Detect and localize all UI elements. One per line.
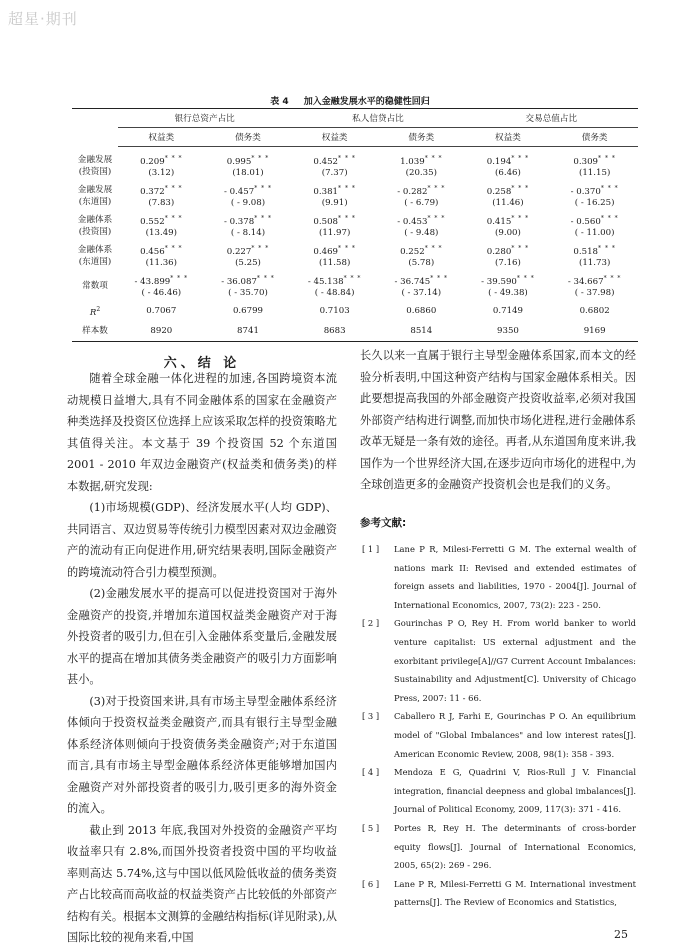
- table-cell: - 0.370* * * ( - 16.25): [551, 181, 638, 211]
- table-cell: 0.995* * * (18.01): [205, 147, 292, 182]
- table-cell: - 36.087* * * ( - 35.70): [205, 271, 292, 301]
- subheader-equity: 权益类: [291, 128, 378, 147]
- table-cell: - 36.745* * * ( - 37.14): [378, 271, 465, 301]
- table-row-r2: [72, 301, 638, 321]
- table-row: [72, 271, 638, 301]
- significance-stars: * * *: [427, 184, 446, 192]
- significance-stars: * * *: [251, 154, 270, 162]
- subheader-debt: 债务类: [205, 128, 292, 147]
- regression-table: [72, 108, 638, 342]
- t-statistic: (11.58): [318, 258, 351, 269]
- significance-stars: * * *: [427, 214, 446, 222]
- table-cell: 0.258* * * (11.46): [465, 181, 552, 211]
- table-cell: 0.469* * * (11.58): [291, 241, 378, 271]
- table-cell: 0.252* * * (5.78): [378, 241, 465, 271]
- references-list: [362, 540, 636, 912]
- table-cell: 0.194* * * (6.46): [465, 147, 552, 182]
- t-statistic: ( - 49.38): [488, 288, 528, 299]
- reference-item: [362, 819, 636, 875]
- table-cell: 0.7149: [492, 306, 523, 316]
- reference-item: [362, 707, 636, 763]
- reference-item: [362, 763, 636, 819]
- significance-stars: * * *: [254, 214, 273, 222]
- subheader-equity: 权益类: [465, 128, 552, 147]
- table-cell: 0.456* * * (11.36): [118, 241, 205, 271]
- significance-stars: * * *: [516, 274, 535, 282]
- row-label: 金融体系 (东道国): [77, 245, 113, 267]
- table-cell: 0.415* * * (9.00): [465, 211, 552, 241]
- row-label-r2: $R^2$: [89, 305, 101, 318]
- reference-number: [ 1 ]: [362, 544, 380, 554]
- table-cell: 9350: [465, 321, 552, 342]
- section-title: 六、结 论: [163, 356, 241, 371]
- significance-stars: * * *: [600, 214, 619, 222]
- t-statistic: ( - 48.84): [314, 288, 355, 299]
- significance-stars: * * *: [603, 274, 622, 282]
- significance-stars: * * *: [424, 154, 443, 162]
- significance-stars: * * *: [424, 244, 443, 252]
- table-row: [72, 181, 638, 211]
- page-number: 25: [614, 928, 628, 941]
- t-statistic: (11.36): [145, 258, 177, 269]
- significance-stars: * * *: [343, 274, 362, 282]
- table-cell: 0.6799: [232, 306, 264, 316]
- t-statistic: (5.78): [408, 258, 435, 269]
- table-cell: 0.227* * * (5.25): [205, 241, 292, 271]
- significance-stars: * * *: [338, 214, 356, 222]
- body-paragraph: (3)对于投资国来讲,具有市场主导型金融体系经济体倾向于投资权益类金融资产,而具有银行主导型金融体系经济体则倾向于投资债务类金融资产;对于东道国而言,具有市场主导型金融体系经济体更能够增加国内金融资产对外部投资者的吸引力,吸引更多的海外资金的流入。: [67, 694, 337, 815]
- reference-text: Gourinchas P O, Rey H. From world banker to world venture capitalist: US external adjustment and the exorbitant privilege[A]//G7 Current Account Imbalances: Sustainability and Adjustment[C]. University of Chicago Press, 2007: 11 - 66.: [394, 618, 636, 703]
- t-statistic: ( - 6.79): [404, 198, 439, 209]
- table-body: [72, 147, 638, 302]
- references-title: 参考文献:: [360, 517, 407, 529]
- significance-stars: * * *: [256, 274, 275, 282]
- table-row-sample-size: [72, 321, 638, 342]
- t-statistic: (9.00): [495, 228, 521, 239]
- t-statistic: (7.37): [321, 168, 348, 179]
- row-label: 常数项: [82, 281, 108, 291]
- significance-stars: * * *: [511, 214, 530, 222]
- t-statistic: (11.97): [318, 228, 351, 239]
- reference-number: [ 2 ]: [362, 618, 380, 629]
- table-cell: - 39.590* * * ( - 49.38): [465, 271, 552, 301]
- table-cell: 0.518* * * (11.73): [551, 241, 638, 271]
- reference-number: [ 6 ]: [362, 878, 380, 889]
- table-cell: - 43.899* * * ( - 46.46): [118, 271, 205, 301]
- subheader-debt: 债务类: [551, 128, 638, 147]
- table-cell: 0.552* * * (13.49): [118, 211, 205, 241]
- t-statistic: (7.83): [148, 198, 175, 209]
- significance-stars: * * *: [251, 244, 270, 252]
- table-cell: - 0.560* * * ( - 11.00): [551, 211, 638, 241]
- reference-number: [ 5 ]: [362, 822, 380, 833]
- body-paragraph: 随着全球金融一体化进程的加速,各国跨境资本流动规模日益增大,具有不同金融体系的国家在金融资产种类选择及投资区位选择上应该采取怎样的投资策略尤其值得关注。本文基于 39 个投资国 52 个东道国 2001 - 2010 年双边金融资产(权益类和债务类)的样本数据,研究发现:: [67, 372, 337, 493]
- table-cell: 0.452* * * (7.37): [291, 147, 378, 182]
- table-cell: - 34.667* * * ( - 37.98): [551, 271, 638, 301]
- table-cell: 0.7067: [146, 306, 177, 316]
- row-label-sample-size: 样本数: [72, 321, 118, 342]
- significance-stars: * * *: [598, 244, 616, 252]
- table-cell: 0.372* * * (7.83): [118, 181, 205, 211]
- table-group-header-row: [72, 109, 638, 128]
- table-cell: - 0.453* * * ( - 9.48): [378, 211, 465, 241]
- body-column-right: [360, 345, 636, 496]
- significance-stars: * * *: [254, 184, 273, 192]
- t-statistic: (6.46): [495, 168, 521, 179]
- t-statistic: (13.49): [145, 228, 177, 239]
- body-paragraph: 截止到 2013 年底,我国对外投资的金融资产平均收益率只有 2.8%,而国外投资者投资中国的平均收益率则高达 5.74%,这与中国以低风险低收益的债务类资产占比较高而高收益的权益类资产占比较低的外部资产结构有关。根据本文测算的金融结构指标(详见附录),从国际比较的视角来看,中国: [67, 823, 337, 944]
- body-paragraph-continued: 长久以来一直属于银行主导型金融体系国家,而本文的经验分析表明,中国这种资产结构与国家金融体系相关。因此要想提高我国的外部金融资产投资收益率,必须对我国外部资产结构进行调整,而加快市场化进程,进行金融体系改革无疑是一条有效的途径。再者,从东道国角度来讲,我国作为一个世界经济大国,在逐步迈向市场化的进程中,为全球创造更多的金融资产投资机会也是我们的义务。: [360, 349, 636, 491]
- significance-stars: * * *: [164, 184, 183, 192]
- table-caption: [0, 94, 700, 107]
- t-statistic: ( - 9.48): [404, 228, 439, 239]
- significance-stars: * * *: [164, 244, 183, 252]
- table-cell: 0.508* * * (11.97): [291, 211, 378, 241]
- reference-text: Lane P R, Milesi-Ferretti G M. International investment patterns[J]. The Review of Economics and Statistics,: [394, 878, 636, 908]
- table-cell: - 0.457* * * ( - 9.08): [205, 181, 292, 211]
- significance-stars: * * *: [511, 184, 530, 192]
- table-row: [72, 211, 638, 241]
- table-cell: 8683: [291, 321, 378, 342]
- t-statistic: (9.91): [321, 198, 348, 209]
- significance-stars: * * *: [170, 274, 189, 282]
- table-cell: 8741: [205, 321, 292, 342]
- significance-stars: * * *: [338, 184, 356, 192]
- row-label: 金融发展 (投资国): [77, 154, 113, 177]
- reference-number: [ 4 ]: [362, 767, 380, 778]
- reference-number: [ 3 ]: [362, 711, 380, 722]
- table-cell: 1.039* * * (20.35): [378, 147, 465, 182]
- t-statistic: (3.12): [148, 168, 175, 179]
- body-paragraph: (2)金融发展水平的提高可以促进投资国对于海外金融资产的投资,并增加东道国权益类金融资产对于海外投资者的吸引力,但在引入金融体系变量后,金融发展水平的提高在增加其债务类金融资产的吸引力方面影响甚小。: [67, 587, 337, 686]
- significance-stars: * * *: [600, 184, 619, 192]
- reference-item: [362, 875, 636, 912]
- t-statistic: ( - 35.70): [228, 288, 268, 299]
- reference-text: Lane P R, Milesi-Ferretti G M. The external wealth of nations mark II: Revised and extended estimates of foreign assets and liabilities, 1970 - 2004[J]. Journal of International Economics, 2007, 73(2): 223 - 250.: [394, 544, 636, 610]
- table-cell: - 0.282* * * ( - 6.79): [378, 181, 465, 211]
- watermark-logo: 超星·期刊: [8, 10, 78, 28]
- t-statistic: (11.46): [492, 198, 524, 209]
- table-cell: 0.280* * * (7.16): [465, 241, 552, 271]
- row-label: 金融发展 (东道国): [77, 185, 113, 207]
- t-statistic: ( - 9.08): [230, 198, 266, 209]
- t-statistic: ( - 46.46): [141, 288, 182, 299]
- significance-stars: * * *: [511, 244, 530, 252]
- reference-item: [362, 540, 636, 614]
- t-statistic: (18.01): [232, 168, 264, 179]
- table-cell: 0.381* * * (9.91): [291, 181, 378, 211]
- significance-stars: * * *: [598, 154, 616, 162]
- table-cell: 8920: [118, 321, 205, 342]
- t-statistic: ( - 37.14): [401, 288, 442, 299]
- significance-stars: * * *: [338, 244, 356, 252]
- t-statistic: ( - 37.98): [574, 288, 615, 299]
- significance-stars: * * *: [338, 154, 356, 162]
- significance-stars: * * *: [430, 274, 449, 282]
- table-cell: - 45.138* * * ( - 48.84): [291, 271, 378, 301]
- table-row: [72, 241, 638, 271]
- subheader-equity: 权益类: [118, 128, 205, 147]
- table-cell: 0.309* * * (11.15): [551, 147, 638, 182]
- group-header-trade-value: 交易总值占比: [465, 109, 638, 128]
- table-subheader-row: [72, 128, 638, 147]
- row-label: 金融体系 (投资国): [77, 215, 113, 237]
- reference-item: [362, 614, 636, 707]
- table-label: 表 4: [270, 97, 289, 107]
- t-statistic: (11.73): [578, 258, 611, 269]
- t-statistic: ( - 8.14): [230, 228, 266, 239]
- table-cell: 0.7103: [319, 306, 350, 316]
- table-corner-cell: [72, 109, 118, 147]
- significance-stars: * * *: [164, 214, 183, 222]
- body-column-left: [67, 368, 337, 949]
- t-statistic: (5.25): [235, 258, 261, 269]
- body-paragraph: (1)市场规模(GDP)、经济发展水平(人均 GDP)、共同语言、双边贸易等传统引力模型因素对双边金融资产的流动有正向促进作用,研究结果表明,国际金融资产的跨境流动符合引力模型预测。: [67, 501, 337, 579]
- t-statistic: (7.16): [495, 258, 521, 269]
- t-statistic: ( - 16.25): [574, 198, 615, 209]
- significance-stars: * * *: [511, 154, 530, 162]
- table-title: 加入金融发展水平的稳健性回归: [303, 97, 430, 107]
- subheader-debt: 债务类: [378, 128, 465, 147]
- reference-text: Portes R, Rey H. The determinants of cross-border equity flows[J]. Journal of International Economics, 2005, 65(2): 269 - 296.: [394, 822, 636, 871]
- reference-text: Caballero R J, Farhi E, Gourinchas P O. An equilibrium model of "Global Imbalances" and low interest rates[J]. American Economic Review, 2008, 98(1): 358 - 393.: [394, 711, 636, 759]
- table-cell: 0.6802: [579, 306, 610, 316]
- table-cell: 0.209* * * (3.12): [118, 147, 205, 182]
- t-statistic: (20.35): [405, 168, 437, 179]
- significance-stars: * * *: [164, 154, 183, 162]
- t-statistic: ( - 11.00): [574, 228, 615, 239]
- table-row: [72, 147, 638, 182]
- group-header-bank-assets: 银行总资产占比: [118, 109, 291, 128]
- group-header-private-credit: 私人信贷占比: [291, 109, 464, 128]
- reference-text: Mendoza E G, Quadrini V, Rios-Rull J V. Financial integration, financial deepness and global imbalances[J]. Journal of Political Economy, 2009, 117(3): 371 - 416.: [394, 767, 636, 815]
- table-cell: - 0.378* * * ( - 8.14): [205, 211, 292, 241]
- table-cell: 8514: [378, 321, 465, 342]
- t-statistic: (11.15): [578, 168, 611, 179]
- table-cell: 9169: [551, 321, 638, 342]
- table-cell: 0.6860: [406, 306, 437, 316]
